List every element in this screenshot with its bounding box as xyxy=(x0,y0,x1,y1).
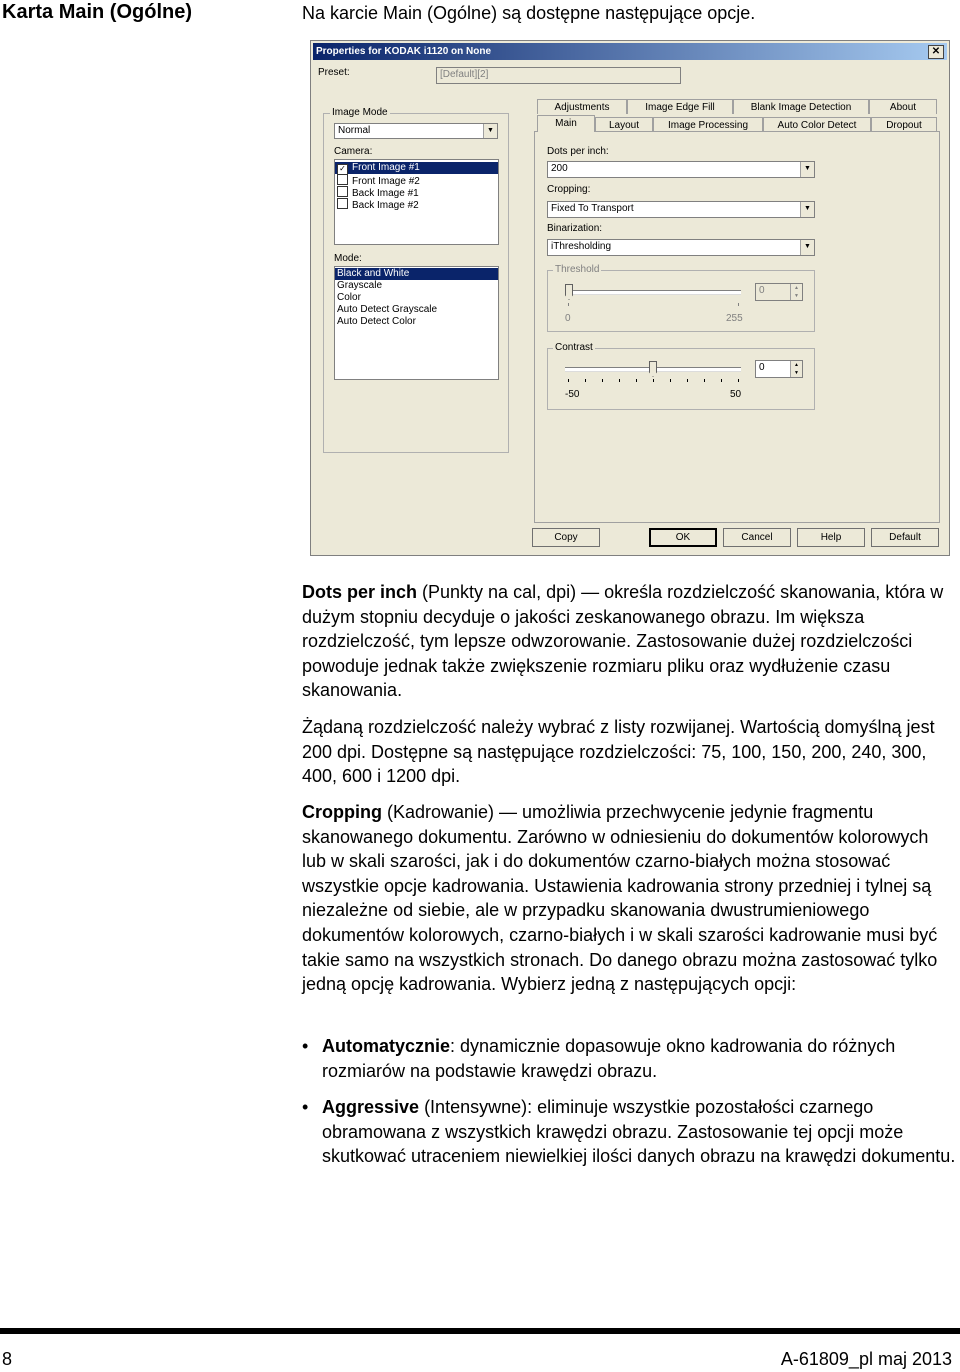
close-icon[interactable]: ✕ xyxy=(928,45,944,59)
dpi-paragraph xyxy=(302,580,956,703)
contrast-tick xyxy=(636,379,637,382)
cropping-paragraph xyxy=(302,800,956,997)
contrast-value: 0 xyxy=(759,362,765,373)
contrast-tick xyxy=(602,379,603,382)
preset-field[interactable]: [Default][2] xyxy=(436,67,681,84)
cropping-value: Fixed To Transport xyxy=(551,203,634,214)
mode-item[interactable]: Color xyxy=(337,292,361,303)
mode-item[interactable]: Auto Detect Grayscale xyxy=(337,304,438,315)
footer-rule xyxy=(0,1328,960,1334)
tab-layout[interactable]: Layout xyxy=(595,117,653,132)
document-id: A-61809_pl maj 2013 xyxy=(780,1349,952,1369)
chevron-down-icon[interactable]: ▼ xyxy=(800,240,814,255)
tab-about[interactable]: About xyxy=(869,99,937,114)
mode-label: Mode: xyxy=(334,253,362,264)
dpi-choice-text: Żądaną rozdzielczość należy wybrać z listy rozwijanej. Wartością domyślną jest 200 dpi. Dostępne są następujące rozdzielczości: 75, 100, 150, 200, 240, 300, 400, 600 i 1200 dpi. xyxy=(302,717,935,787)
tab-image-processing[interactable]: Image Processing xyxy=(653,117,763,132)
contrast-tick xyxy=(687,379,688,382)
threshold-label: Threshold xyxy=(555,264,600,275)
page-number: 8 xyxy=(2,1349,13,1369)
dpi-term: Dots per inch xyxy=(302,582,418,602)
chevron-down-icon[interactable]: ▼ xyxy=(800,202,814,217)
contrast-tick xyxy=(585,379,586,382)
threshold-spinbox[interactable] xyxy=(755,283,803,301)
bullet-term: Aggressive xyxy=(322,1097,420,1117)
spin-arrows-icon[interactable]: ▲ ▼ xyxy=(790,284,802,300)
bullet-text: (Intensywne): eliminuje wszystkie pozostałości czarnego obramowana z wszystkich krawędzi obrazu. Zastosowanie tej opcji może skutkować utraceniem niewielkiej ilości danych obrazu na krawędzi dokumentu. xyxy=(322,1097,956,1167)
intro-text: Na karcie Main (Ogólne) są dostępne następujące opcje. xyxy=(302,3,756,23)
spin-arrows-icon[interactable]: ▲ ▼ xyxy=(790,361,802,377)
camera-item[interactable] xyxy=(335,186,498,198)
threshold-value: 0 xyxy=(759,285,765,296)
copy-button[interactable]: Copy xyxy=(532,528,600,547)
binarization-select[interactable] xyxy=(547,239,815,256)
cropping-select[interactable] xyxy=(547,201,815,218)
checkbox-icon[interactable] xyxy=(337,198,348,209)
image-mode-label: Image Mode xyxy=(332,107,388,118)
default-button[interactable]: Default xyxy=(871,528,939,547)
contrast-min: -50 xyxy=(565,389,580,400)
mode-item[interactable]: Black and White xyxy=(335,268,498,280)
contrast-group xyxy=(547,348,815,410)
checkbox-checked-icon[interactable]: ✓ xyxy=(337,164,348,175)
dialog-title-bar xyxy=(313,43,947,60)
ok-button[interactable]: OK xyxy=(649,528,717,547)
dpi-select[interactable] xyxy=(547,161,815,178)
cropping-label: Cropping: xyxy=(547,184,591,195)
contrast-max: 50 xyxy=(730,389,742,400)
tab-auto-color-detect[interactable]: Auto Color Detect xyxy=(763,117,871,132)
contrast-label: Contrast xyxy=(555,342,593,353)
image-mode-select[interactable] xyxy=(334,123,498,139)
threshold-group xyxy=(547,270,815,332)
tab-main[interactable]: Main xyxy=(537,115,595,132)
checkbox-icon[interactable] xyxy=(337,186,348,197)
threshold-max: 255 xyxy=(726,313,743,324)
threshold-tick xyxy=(738,303,739,306)
threshold-slider-track[interactable] xyxy=(565,290,741,295)
contrast-tick xyxy=(721,379,722,382)
contrast-tick xyxy=(653,379,654,382)
camera-item[interactable] xyxy=(335,174,498,186)
camera-label: Camera: xyxy=(334,146,373,157)
help-button[interactable]: Help xyxy=(797,528,865,547)
threshold-tick xyxy=(568,303,569,306)
camera-item-label: Front Image #1 xyxy=(352,162,420,173)
tab-dropout[interactable]: Dropout xyxy=(871,117,937,132)
tab-blank-image-detection[interactable]: Blank Image Detection xyxy=(733,99,869,114)
contrast-tick xyxy=(738,379,739,382)
camera-item-label: Back Image #1 xyxy=(352,188,419,199)
bullet-term: Automatycznie xyxy=(322,1036,451,1056)
dpi-choice-paragraph xyxy=(302,715,956,789)
tab-image-edge-fill[interactable]: Image Edge Fill xyxy=(627,99,733,114)
section-heading: Karta Main (Ogólne) xyxy=(2,1,193,23)
tab-adjustments[interactable]: Adjustments xyxy=(537,99,627,114)
contrast-tick xyxy=(670,379,671,382)
checkbox-icon[interactable] xyxy=(337,174,348,185)
mode-item[interactable]: Grayscale xyxy=(337,280,383,291)
binarization-label: Binarization: xyxy=(547,223,603,234)
chevron-down-icon[interactable]: ▼ xyxy=(800,162,814,177)
contrast-tick xyxy=(619,379,620,382)
bullet-icon: • xyxy=(302,1097,309,1117)
mode-item[interactable]: Auto Detect Color xyxy=(337,316,416,327)
bullet-text: : dynamicznie dopasowuje okno kadrowania do różnych rozmiarów na podstawie krawędzi obrazu. xyxy=(322,1036,896,1081)
contrast-spinbox[interactable] xyxy=(755,360,803,378)
camera-item-label: Front Image #2 xyxy=(352,176,420,187)
dpi-description: (Punkty na cal, dpi) — określa rozdzielczość skanowania, która w dużym stopniu decyduje o jakości zeskanowanego obrazu. Im większa rozdzielczość, tym lepsze odwzorowanie. Zastosowanie dużej rozdzielczości powoduje jednak także zwiększenie rozmiaru pliku oraz wydłużenie czasu skanowania. xyxy=(302,582,944,701)
camera-item-label: Back Image #2 xyxy=(352,200,419,211)
preset-label: Preset: xyxy=(318,67,350,78)
camera-item[interactable] xyxy=(335,198,498,210)
threshold-min: 0 xyxy=(565,313,571,324)
cancel-button[interactable]: Cancel xyxy=(723,528,791,547)
chevron-down-icon[interactable]: ▼ xyxy=(483,124,497,138)
binarization-value: iThresholding xyxy=(551,241,612,252)
camera-item[interactable] xyxy=(335,162,498,174)
dpi-label: Dots per inch: xyxy=(547,146,609,157)
bullet-item xyxy=(302,1034,956,1083)
dpi-value: 200 xyxy=(551,163,568,174)
contrast-tick xyxy=(568,379,569,382)
camera-list[interactable] xyxy=(334,159,499,245)
bullet-item xyxy=(302,1095,956,1169)
image-mode-value: Normal xyxy=(338,125,371,136)
bullet-icon: • xyxy=(302,1036,309,1056)
cropping-description: (Kadrowanie) — umożliwia przechwycenie jedynie fragmentu skanowanego dokumentu. Zarówno w odniesieniu do dokumentów kolorowych lub w skali szarości, jak i do dokumentów czarno-białych można stosować wszystkie opcje kadrowania. Ustawienia kadrowania strony przedniej i tylnej są niezależne od siebie, ale w przypadku skanowania dwustrumieniowego dokumentów kolorowych, czarno-białych i w skali szarości kadrowanie musi być takie samo na wszystkich stronach. Do danego obrazu można zastosować tylko jedną opcję kadrowania. Wybierz jedną z następujących opcji: xyxy=(302,802,938,995)
dialog-title: Properties for KODAK i1120 on None xyxy=(316,46,492,57)
contrast-tick xyxy=(704,379,705,382)
mode-list[interactable] xyxy=(334,266,499,380)
cropping-term: Cropping xyxy=(302,802,382,822)
